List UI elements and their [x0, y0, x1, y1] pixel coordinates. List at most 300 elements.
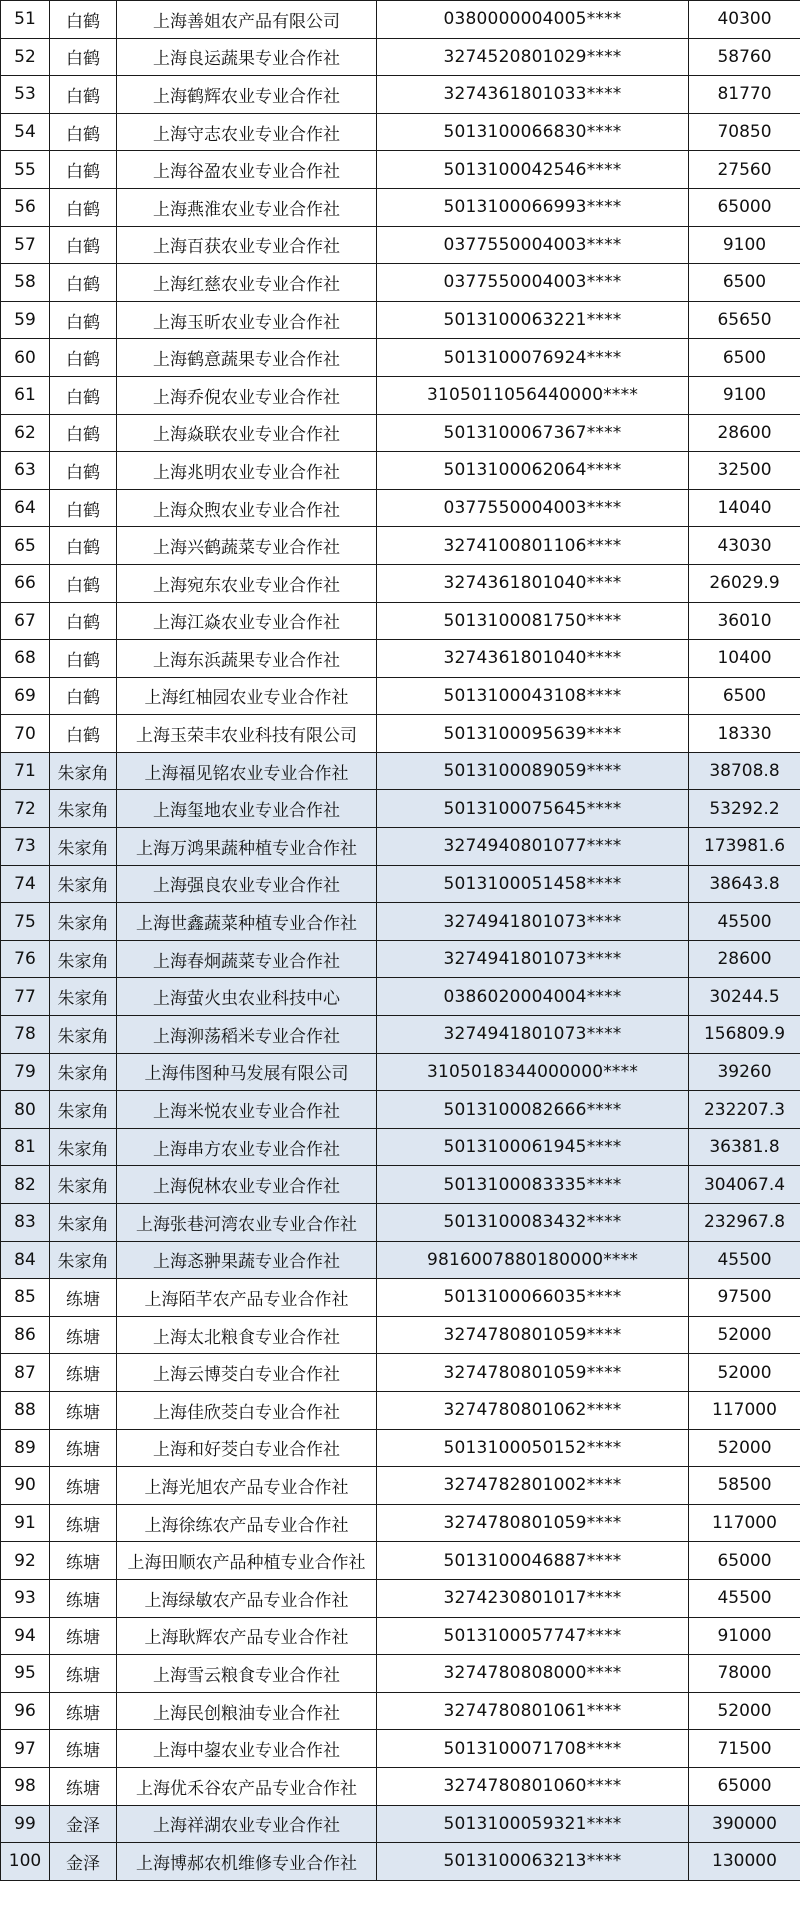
cell-amount: 28600 [689, 414, 800, 452]
cell-row-number: 53 [1, 76, 50, 114]
cell-organization-name: 上海玉昕农业专业合作社 [117, 301, 377, 339]
cell-organization-name: 上海光旭农产品专业合作社 [117, 1467, 377, 1505]
cell-bank-account: 3274780801061**** [377, 1692, 689, 1730]
cell-town: 朱家角 [50, 978, 117, 1016]
cell-row-number: 63 [1, 452, 50, 490]
cell-bank-account: 3274941801073**** [377, 1016, 689, 1054]
cell-amount: 232967.8 [689, 1204, 800, 1242]
cell-amount: 32500 [689, 452, 800, 490]
cell-town: 朱家角 [50, 1053, 117, 1091]
table-row [1, 1128, 800, 1166]
cell-amount: 6500 [689, 264, 800, 302]
cell-row-number: 67 [1, 602, 50, 640]
table-row [1, 339, 800, 377]
cell-amount: 65000 [689, 1542, 800, 1580]
cell-row-number: 88 [1, 1391, 50, 1429]
cell-bank-account: 5013100061945**** [377, 1128, 689, 1166]
cell-row-number: 96 [1, 1692, 50, 1730]
cell-amount: 45500 [689, 903, 800, 941]
cell-town: 朱家角 [50, 1166, 117, 1204]
cell-row-number: 94 [1, 1617, 50, 1655]
cell-amount: 14040 [689, 489, 800, 527]
cell-organization-name: 上海陌芊农产品专业合作社 [117, 1279, 377, 1317]
table-row [1, 640, 800, 678]
cell-bank-account: 3105018344000000**** [377, 1053, 689, 1091]
table-row [1, 1504, 800, 1542]
cell-town: 白鹤 [50, 602, 117, 640]
cell-row-number: 76 [1, 940, 50, 978]
table-row [1, 301, 800, 339]
cell-town: 朱家角 [50, 1016, 117, 1054]
cell-row-number: 58 [1, 264, 50, 302]
cell-organization-name: 上海红柚园农业专业合作社 [117, 677, 377, 715]
cell-organization-name: 上海中鋆农业专业合作社 [117, 1730, 377, 1768]
cell-row-number: 68 [1, 640, 50, 678]
cell-bank-account: 5013100057747**** [377, 1617, 689, 1655]
cell-bank-account: 5013100050152**** [377, 1429, 689, 1467]
cell-amount: 58500 [689, 1467, 800, 1505]
table-row [1, 752, 800, 790]
table-row [1, 865, 800, 903]
cell-organization-name: 上海宛东农业专业合作社 [117, 564, 377, 602]
cell-amount: 39260 [689, 1053, 800, 1091]
cell-town: 朱家角 [50, 1204, 117, 1242]
table-row [1, 1016, 800, 1054]
cell-row-number: 83 [1, 1204, 50, 1242]
cell-row-number: 79 [1, 1053, 50, 1091]
table-row [1, 113, 800, 151]
cell-town: 白鹤 [50, 376, 117, 414]
table-row [1, 903, 800, 941]
cell-town: 金泽 [50, 1805, 117, 1843]
table-row [1, 489, 800, 527]
table-row [1, 1579, 800, 1617]
cell-row-number: 99 [1, 1805, 50, 1843]
table-row [1, 828, 800, 866]
cell-row-number: 64 [1, 489, 50, 527]
cell-bank-account: 5013100071708**** [377, 1730, 689, 1768]
cell-bank-account: 3274361801033**** [377, 76, 689, 114]
cell-amount: 26029.9 [689, 564, 800, 602]
table-row [1, 151, 800, 189]
cell-bank-account: 0380000004005**** [377, 1, 689, 39]
cell-organization-name: 上海和好茭白专业合作社 [117, 1429, 377, 1467]
cell-row-number: 89 [1, 1429, 50, 1467]
cell-row-number: 100 [1, 1843, 50, 1881]
cell-amount: 9100 [689, 226, 800, 264]
cell-row-number: 80 [1, 1091, 50, 1129]
cell-amount: 52000 [689, 1354, 800, 1392]
cell-amount: 58760 [689, 38, 800, 76]
table-row [1, 677, 800, 715]
table-row [1, 1617, 800, 1655]
table-row [1, 1655, 800, 1693]
cell-row-number: 98 [1, 1767, 50, 1805]
cell-organization-name: 上海民创粮油专业合作社 [117, 1692, 377, 1730]
cell-organization-name: 上海世鑫蔬菜种植专业合作社 [117, 903, 377, 941]
cell-town: 白鹤 [50, 264, 117, 302]
cell-town: 练塘 [50, 1504, 117, 1542]
cell-amount: 65000 [689, 188, 800, 226]
cell-organization-name: 上海百获农业专业合作社 [117, 226, 377, 264]
cell-town: 练塘 [50, 1391, 117, 1429]
cell-bank-account: 3274780801059**** [377, 1504, 689, 1542]
cell-organization-name: 上海善姐农产品有限公司 [117, 1, 377, 39]
cell-amount: 65000 [689, 1767, 800, 1805]
cell-row-number: 82 [1, 1166, 50, 1204]
table-row [1, 1204, 800, 1242]
cell-row-number: 54 [1, 113, 50, 151]
cell-bank-account: 5013100081750**** [377, 602, 689, 640]
cell-row-number: 95 [1, 1655, 50, 1693]
cell-town: 白鹤 [50, 188, 117, 226]
cell-organization-name: 上海春炯蔬菜专业合作社 [117, 940, 377, 978]
cell-row-number: 74 [1, 865, 50, 903]
cell-amount: 38643.8 [689, 865, 800, 903]
cell-bank-account: 5013100066035**** [377, 1279, 689, 1317]
cell-bank-account: 5013100089059**** [377, 752, 689, 790]
cell-town: 白鹤 [50, 76, 117, 114]
cell-row-number: 93 [1, 1579, 50, 1617]
cell-bank-account: 5013100059321**** [377, 1805, 689, 1843]
cell-organization-name: 上海祥湖农业专业合作社 [117, 1805, 377, 1843]
table-row [1, 1091, 800, 1129]
cell-amount: 52000 [689, 1692, 800, 1730]
cell-town: 练塘 [50, 1579, 117, 1617]
cell-amount: 45500 [689, 1579, 800, 1617]
cell-organization-name: 上海东浜蔬果专业合作社 [117, 640, 377, 678]
table-row [1, 527, 800, 565]
cell-organization-name: 上海倪林农业专业合作社 [117, 1166, 377, 1204]
cell-row-number: 73 [1, 828, 50, 866]
table-row [1, 1843, 800, 1881]
cell-town: 朱家角 [50, 828, 117, 866]
table-row [1, 1805, 800, 1843]
table-row [1, 1429, 800, 1467]
cell-bank-account: 5013100095639**** [377, 715, 689, 753]
cell-town: 金泽 [50, 1843, 117, 1881]
cell-town: 朱家角 [50, 1091, 117, 1129]
cell-organization-name: 上海良运蔬果专业合作社 [117, 38, 377, 76]
cell-amount: 390000 [689, 1805, 800, 1843]
cell-bank-account: 3274940801077**** [377, 828, 689, 866]
table-row [1, 1354, 800, 1392]
cell-organization-name: 上海忞翀果蔬专业合作社 [117, 1241, 377, 1279]
cell-bank-account: 0386020004004**** [377, 978, 689, 1016]
table-row [1, 376, 800, 414]
cell-row-number: 51 [1, 1, 50, 39]
cell-organization-name: 上海雪云粮食专业合作社 [117, 1655, 377, 1693]
cell-amount: 156809.9 [689, 1016, 800, 1054]
cell-organization-name: 上海耿辉农产品专业合作社 [117, 1617, 377, 1655]
table-row [1, 564, 800, 602]
cell-town: 练塘 [50, 1354, 117, 1392]
cell-amount: 6500 [689, 677, 800, 715]
cell-row-number: 56 [1, 188, 50, 226]
table-body [1, 1, 800, 1881]
cell-amount: 52000 [689, 1316, 800, 1354]
cell-organization-name: 上海玺地农业专业合作社 [117, 790, 377, 828]
cell-row-number: 75 [1, 903, 50, 941]
table-row [1, 264, 800, 302]
cell-organization-name: 上海强良农业专业合作社 [117, 865, 377, 903]
cell-bank-account: 0377550004003**** [377, 226, 689, 264]
cell-amount: 6500 [689, 339, 800, 377]
cell-organization-name: 上海兆明农业专业合作社 [117, 452, 377, 490]
cell-town: 练塘 [50, 1542, 117, 1580]
cell-town: 朱家角 [50, 1128, 117, 1166]
cell-town: 朱家角 [50, 903, 117, 941]
cell-organization-name: 上海太北粮食专业合作社 [117, 1316, 377, 1354]
cell-bank-account: 5013100062064**** [377, 452, 689, 490]
cell-row-number: 57 [1, 226, 50, 264]
cell-row-number: 55 [1, 151, 50, 189]
cell-organization-name: 上海江焱农业专业合作社 [117, 602, 377, 640]
cell-row-number: 91 [1, 1504, 50, 1542]
cell-bank-account: 5013100082666**** [377, 1091, 689, 1129]
cell-organization-name: 上海乔倪农业专业合作社 [117, 376, 377, 414]
cell-row-number: 52 [1, 38, 50, 76]
cell-organization-name: 上海博郝农机维修专业合作社 [117, 1843, 377, 1881]
cell-row-number: 66 [1, 564, 50, 602]
cell-amount: 173981.6 [689, 828, 800, 866]
cell-organization-name: 上海张巷河湾农业专业合作社 [117, 1204, 377, 1242]
cell-bank-account: 5013100066830**** [377, 113, 689, 151]
cell-bank-account: 3274361801040**** [377, 640, 689, 678]
table-row [1, 1692, 800, 1730]
cell-bank-account: 5013100051458**** [377, 865, 689, 903]
cell-row-number: 59 [1, 301, 50, 339]
cell-bank-account: 3274361801040**** [377, 564, 689, 602]
cell-town: 朱家角 [50, 790, 117, 828]
cell-town: 练塘 [50, 1467, 117, 1505]
cell-organization-name: 上海佳欣茭白专业合作社 [117, 1391, 377, 1429]
cell-amount: 91000 [689, 1617, 800, 1655]
cell-organization-name: 上海守志农业专业合作社 [117, 113, 377, 151]
cell-organization-name: 上海鹤意蔬果专业合作社 [117, 339, 377, 377]
cell-town: 白鹤 [50, 715, 117, 753]
cell-bank-account: 0377550004003**** [377, 489, 689, 527]
cell-amount: 117000 [689, 1391, 800, 1429]
cell-bank-account: 0377550004003**** [377, 264, 689, 302]
table-row [1, 1316, 800, 1354]
cell-row-number: 60 [1, 339, 50, 377]
cell-amount: 53292.2 [689, 790, 800, 828]
cell-bank-account: 3274780801060**** [377, 1767, 689, 1805]
table-row [1, 1542, 800, 1580]
cell-amount: 52000 [689, 1429, 800, 1467]
cell-amount: 65650 [689, 301, 800, 339]
cell-row-number: 65 [1, 527, 50, 565]
cell-row-number: 84 [1, 1241, 50, 1279]
cell-bank-account: 5013100067367**** [377, 414, 689, 452]
cell-town: 白鹤 [50, 414, 117, 452]
cell-amount: 71500 [689, 1730, 800, 1768]
cell-amount: 36010 [689, 602, 800, 640]
cell-town: 朱家角 [50, 752, 117, 790]
table-row [1, 1467, 800, 1505]
cell-town: 白鹤 [50, 301, 117, 339]
table-row [1, 1279, 800, 1317]
table-row [1, 1053, 800, 1091]
cell-amount: 28600 [689, 940, 800, 978]
cell-town: 朱家角 [50, 1241, 117, 1279]
cell-row-number: 81 [1, 1128, 50, 1166]
cell-organization-name: 上海绿敏农产品专业合作社 [117, 1579, 377, 1617]
cell-row-number: 72 [1, 790, 50, 828]
cell-organization-name: 上海云博茭白专业合作社 [117, 1354, 377, 1392]
cell-organization-name: 上海众煦农业专业合作社 [117, 489, 377, 527]
table-row [1, 226, 800, 264]
cell-row-number: 70 [1, 715, 50, 753]
cell-row-number: 87 [1, 1354, 50, 1392]
cell-organization-name: 上海兴鹤蔬菜专业合作社 [117, 527, 377, 565]
cell-bank-account: 3105011056440000**** [377, 376, 689, 414]
table-row [1, 38, 800, 76]
cell-amount: 304067.4 [689, 1166, 800, 1204]
cell-row-number: 97 [1, 1730, 50, 1768]
cell-amount: 10400 [689, 640, 800, 678]
cell-organization-name: 上海谷盈农业专业合作社 [117, 151, 377, 189]
cell-town: 朱家角 [50, 865, 117, 903]
cell-bank-account: 5013100083335**** [377, 1166, 689, 1204]
cell-bank-account: 5013100076924**** [377, 339, 689, 377]
table-row [1, 188, 800, 226]
cell-amount: 43030 [689, 527, 800, 565]
cell-bank-account: 5013100046887**** [377, 1542, 689, 1580]
cell-bank-account: 3274941801073**** [377, 940, 689, 978]
cell-bank-account: 9816007880180000**** [377, 1241, 689, 1279]
cell-row-number: 71 [1, 752, 50, 790]
cell-row-number: 78 [1, 1016, 50, 1054]
cell-amount: 38708.8 [689, 752, 800, 790]
cell-organization-name: 上海优禾谷农产品专业合作社 [117, 1767, 377, 1805]
cell-town: 朱家角 [50, 940, 117, 978]
cell-bank-account: 3274230801017**** [377, 1579, 689, 1617]
cell-town: 白鹤 [50, 38, 117, 76]
cell-town: 白鹤 [50, 151, 117, 189]
table-row [1, 1730, 800, 1768]
cell-organization-name: 上海福见铭农业专业合作社 [117, 752, 377, 790]
cell-bank-account: 5013100063221**** [377, 301, 689, 339]
table-row [1, 715, 800, 753]
cell-amount: 117000 [689, 1504, 800, 1542]
cell-town: 白鹤 [50, 1, 117, 39]
cell-organization-name: 上海焱联农业专业合作社 [117, 414, 377, 452]
cell-bank-account: 5013100063213**** [377, 1843, 689, 1881]
cell-organization-name: 上海串方农业专业合作社 [117, 1128, 377, 1166]
cell-bank-account: 3274520801029**** [377, 38, 689, 76]
cell-amount: 9100 [689, 376, 800, 414]
cell-town: 白鹤 [50, 677, 117, 715]
table-row [1, 1767, 800, 1805]
cell-organization-name: 上海万鸿果蔬种植专业合作社 [117, 828, 377, 866]
cell-bank-account: 5013100042546**** [377, 151, 689, 189]
cell-organization-name: 上海米悦农业专业合作社 [117, 1091, 377, 1129]
cell-organization-name: 上海燕淮农业专业合作社 [117, 188, 377, 226]
table-row [1, 76, 800, 114]
cell-bank-account: 5013100043108**** [377, 677, 689, 715]
table-row [1, 414, 800, 452]
cell-amount: 78000 [689, 1655, 800, 1693]
table-row [1, 940, 800, 978]
cell-amount: 36381.8 [689, 1128, 800, 1166]
cell-town: 白鹤 [50, 640, 117, 678]
cell-organization-name: 上海田顺农产品种植专业合作社 [117, 1542, 377, 1580]
table-row [1, 1241, 800, 1279]
cell-bank-account: 5013100066993**** [377, 188, 689, 226]
cell-bank-account: 3274780801059**** [377, 1316, 689, 1354]
cell-bank-account: 3274782801002**** [377, 1467, 689, 1505]
cell-town: 练塘 [50, 1617, 117, 1655]
cell-town: 白鹤 [50, 226, 117, 264]
cell-town: 白鹤 [50, 452, 117, 490]
cell-town: 练塘 [50, 1767, 117, 1805]
cell-bank-account: 3274780808000**** [377, 1655, 689, 1693]
table-row [1, 790, 800, 828]
cell-amount: 40300 [689, 1, 800, 39]
cell-row-number: 77 [1, 978, 50, 1016]
cell-row-number: 69 [1, 677, 50, 715]
cell-amount: 45500 [689, 1241, 800, 1279]
cell-organization-name: 上海泖荡稻米专业合作社 [117, 1016, 377, 1054]
cell-bank-account: 3274100801106**** [377, 527, 689, 565]
cell-organization-name: 上海红慈农业专业合作社 [117, 264, 377, 302]
cell-row-number: 85 [1, 1279, 50, 1317]
cell-town: 练塘 [50, 1730, 117, 1768]
cell-organization-name: 上海玉荣丰农业科技有限公司 [117, 715, 377, 753]
cell-town: 练塘 [50, 1655, 117, 1693]
table-row [1, 978, 800, 1016]
cell-town: 白鹤 [50, 339, 117, 377]
cell-row-number: 61 [1, 376, 50, 414]
cell-town: 白鹤 [50, 527, 117, 565]
cell-town: 练塘 [50, 1279, 117, 1317]
cell-town: 白鹤 [50, 113, 117, 151]
cell-amount: 70850 [689, 113, 800, 151]
cell-amount: 97500 [689, 1279, 800, 1317]
cell-row-number: 62 [1, 414, 50, 452]
table-row [1, 1, 800, 39]
cell-amount: 30244.5 [689, 978, 800, 1016]
cell-town: 白鹤 [50, 489, 117, 527]
cell-town: 练塘 [50, 1316, 117, 1354]
cell-bank-account: 3274780801062**** [377, 1391, 689, 1429]
cell-bank-account: 5013100075645**** [377, 790, 689, 828]
cell-row-number: 86 [1, 1316, 50, 1354]
cell-organization-name: 上海徐练农产品专业合作社 [117, 1504, 377, 1542]
cell-organization-name: 上海鹤辉农业专业合作社 [117, 76, 377, 114]
cell-row-number: 92 [1, 1542, 50, 1580]
cell-row-number: 90 [1, 1467, 50, 1505]
cell-amount: 18330 [689, 715, 800, 753]
table-row [1, 452, 800, 490]
table-row [1, 1391, 800, 1429]
cell-amount: 130000 [689, 1843, 800, 1881]
cell-town: 练塘 [50, 1429, 117, 1467]
cell-organization-name: 上海伟图种马发展有限公司 [117, 1053, 377, 1091]
table-row [1, 602, 800, 640]
table-row [1, 1166, 800, 1204]
cell-town: 白鹤 [50, 564, 117, 602]
cell-organization-name: 上海萤火虫农业科技中心 [117, 978, 377, 1016]
cell-bank-account: 5013100083432**** [377, 1204, 689, 1242]
cell-amount: 27560 [689, 151, 800, 189]
cell-amount: 81770 [689, 76, 800, 114]
cell-bank-account: 3274780801059**** [377, 1354, 689, 1392]
cell-bank-account: 3274941801073**** [377, 903, 689, 941]
cell-amount: 232207.3 [689, 1091, 800, 1129]
